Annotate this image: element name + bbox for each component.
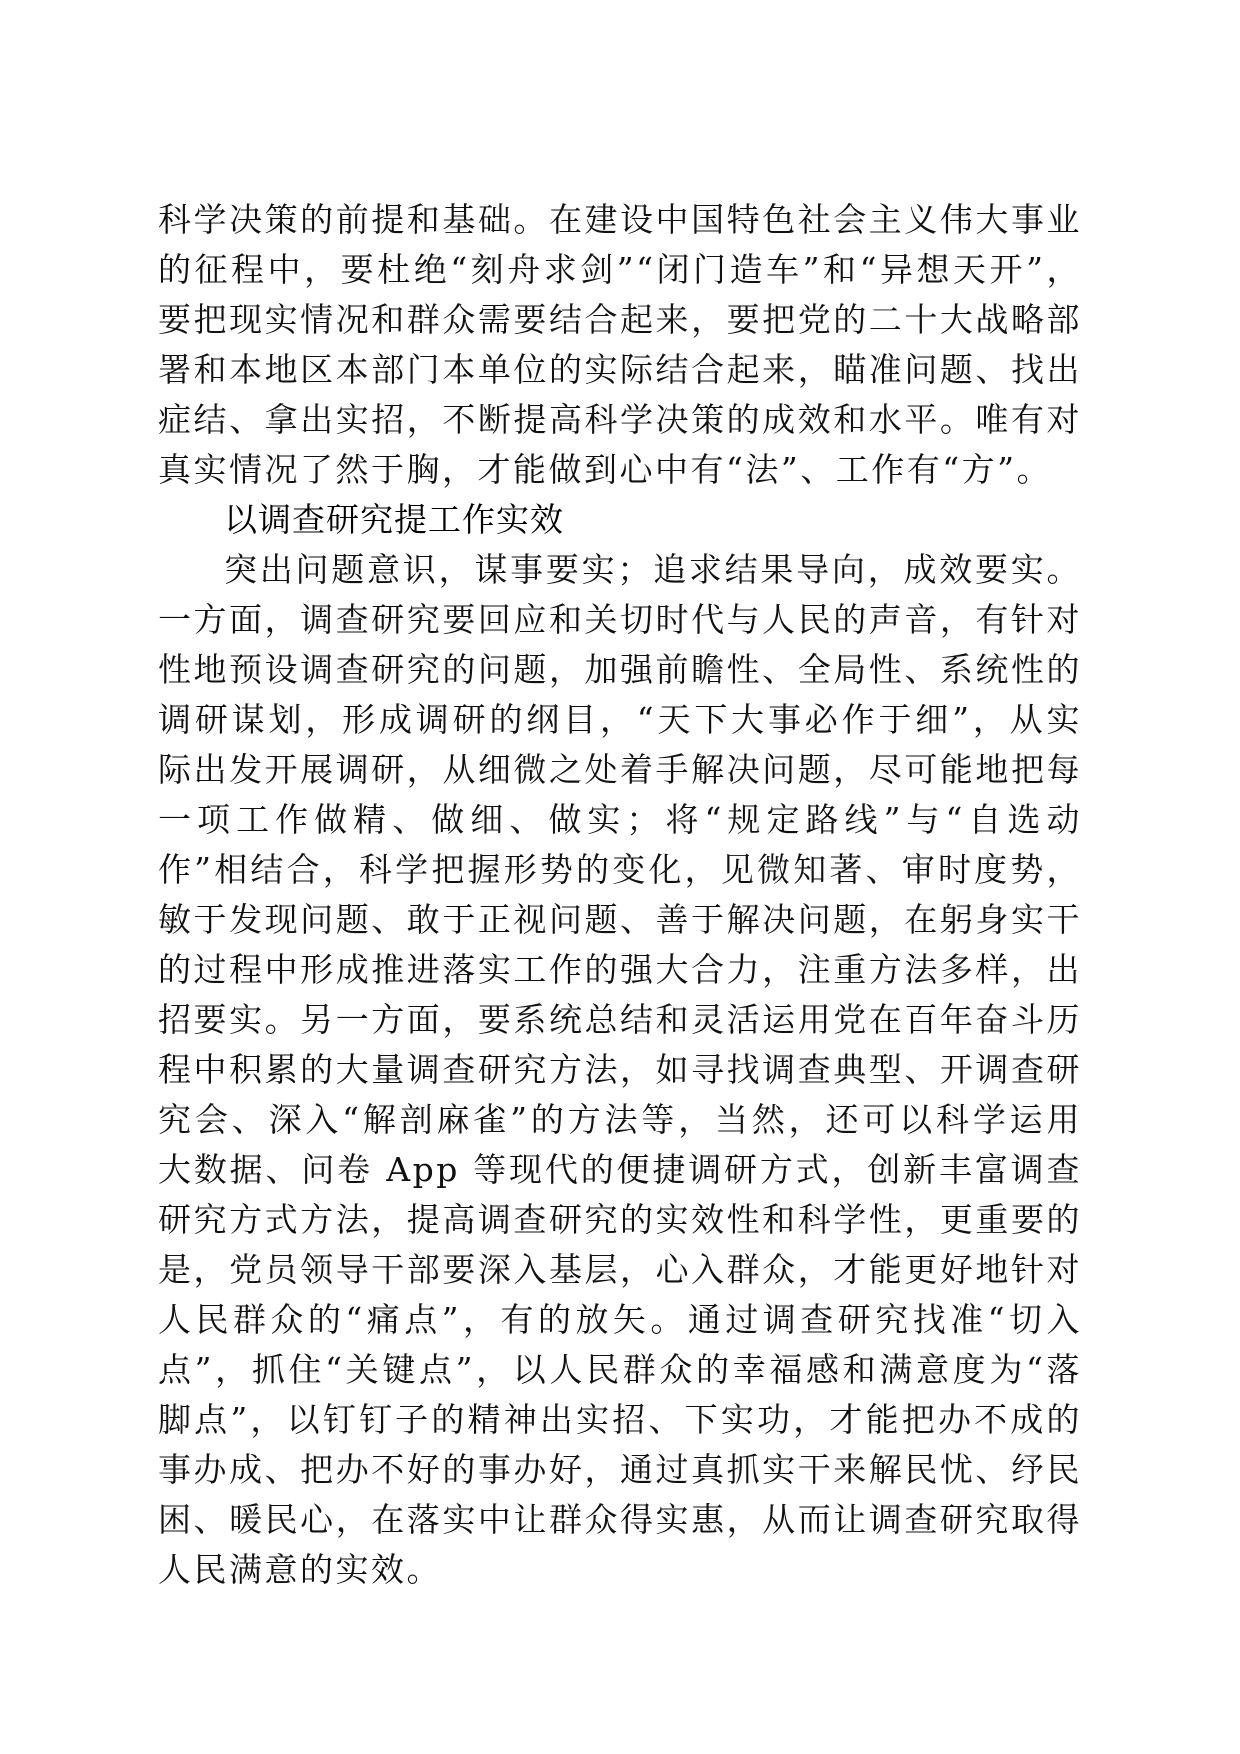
document-body (158, 195, 1082, 1595)
section-heading: 以调查研究提工作实效 (224, 500, 564, 539)
body-paragraph: 突出问题意识，谋事要实；追求结果导向，成效要实。一方面，调查研究要回应和关切时代与人民的声音，有针对性地预设调查研究的问题，加强前瞻性、全局性、系统性的调研谋划，形成调研的纲目，“天下大事必作于细”，从实际出发开展调研，从细微之处着手解决问题，尽可能地把每一项工作做精、做细、做实；将“规定路线”与“自选动作”相结合，科学把握形势的变化，见微知著、审时度势，敏于发现问题、敢于正视问题、善于解决问题，在躬身实干的过程中形成推进落实工作的强大合力，注重方法多样，出招要实。另一方面，要系统总结和灵活运用党在百年奋斗历程中积累的大量调查研究方法，如寻找调查典型、开调查研究会、深入“解剖麻雀”的方法等，当然，还可以科学运用大数据、问卷 App 等现代的便捷调研方式，创新丰富调查研究方式方法，提高调查研究的实效性和科学性，更重要的是，党员领导干部要深入基层，心入群众，才能更好地针对人民群众的“痛点”，有的放矢。通过调查研究找准“切入点”，抓住“关键点”，以人民群众的幸福感和满意度为“落脚点”，以钉钉子的精神出实招、下实功，才能把办不成的事办成、把办不好的事办好，通过真抓实干来解民忧、纾民困、暖民心，在落实中让群众得实惠，从而让调查研究取得人民满意的实效。 (158, 550, 1082, 1589)
body-paragraph-continued: 科学决策的前提和基础。在建设中国特色社会主义伟大事业的征程中，要杜绝“刻舟求剑”“闭门造车”和“异想天开”，要把现实情况和群众需要结合起来，要把党的二十大战略部署和本地区本部门本单位的实际结合起来，瞄准问题、找出症结、拿出实招，不断提高科学决策的成效和水平。唯有对真实情况了然于胸，才能做到心中有“法”、工作有“方”。 (158, 200, 1082, 489)
